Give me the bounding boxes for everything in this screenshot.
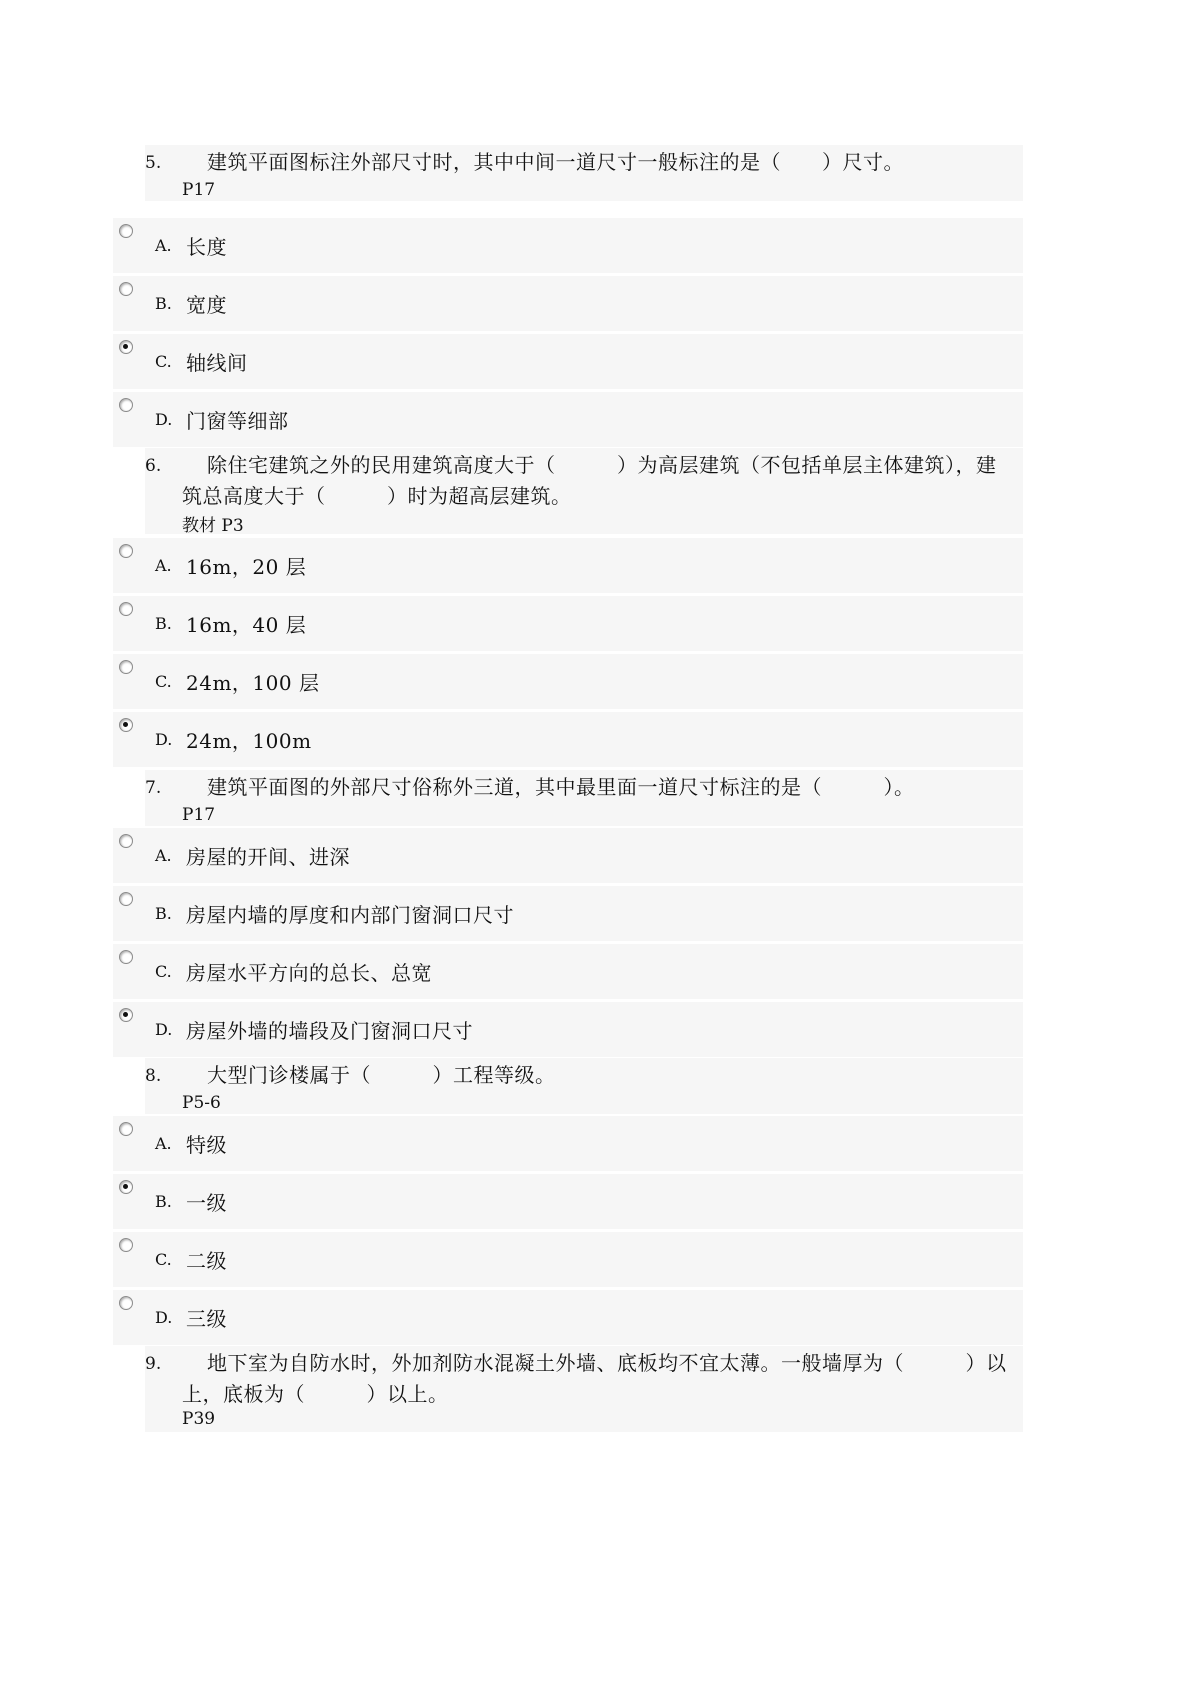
question-block	[145, 145, 1023, 201]
radio-icon[interactable]	[119, 602, 133, 616]
question-block	[145, 1346, 1023, 1432]
option-letter: C.	[155, 672, 172, 691]
question-text: 大型门诊楼属于（ ）工程等级。	[207, 1063, 556, 1087]
answer-option[interactable]	[113, 1002, 1023, 1057]
option-letter: D.	[155, 410, 173, 429]
option-text: 房屋外墙的墙段及门窗洞口尺寸	[186, 1019, 473, 1043]
option-text: 房屋的开间、进深	[186, 845, 350, 869]
radio-icon[interactable]	[119, 282, 133, 296]
answer-option[interactable]	[113, 1232, 1023, 1287]
question-block	[145, 1058, 1023, 1114]
option-text: 16m，40 层	[186, 613, 307, 637]
option-letter: C.	[155, 1250, 172, 1269]
answer-option[interactable]	[113, 1290, 1023, 1345]
question-reference: P17	[182, 805, 216, 825]
radio-icon[interactable]	[119, 834, 133, 848]
question-number: 6.	[145, 456, 162, 476]
question-block	[145, 448, 1023, 534]
answer-option[interactable]	[113, 944, 1023, 999]
question-number: 9.	[145, 1354, 162, 1374]
option-letter: A.	[155, 556, 172, 575]
option-text: 三级	[186, 1307, 227, 1331]
answer-option[interactable]	[113, 538, 1023, 593]
radio-selected-icon[interactable]	[119, 1180, 133, 1194]
radio-icon[interactable]	[119, 1296, 133, 1310]
question-text: 建筑平面图标注外部尺寸时，其中中间一道尺寸一般标注的是（ ）尺寸。	[207, 150, 904, 174]
question-number: 5.	[145, 153, 162, 173]
option-letter: D.	[155, 730, 173, 749]
option-letter: B.	[155, 614, 172, 633]
option-letter: C.	[155, 962, 172, 981]
question-text: 建筑平面图的外部尺寸俗称外三道，其中最里面一道尺寸标注的是（ ）。	[207, 775, 915, 799]
radio-icon[interactable]	[119, 224, 133, 238]
radio-icon[interactable]	[119, 544, 133, 558]
answer-option[interactable]	[113, 596, 1023, 651]
radio-icon[interactable]	[119, 950, 133, 964]
option-text: 房屋水平方向的总长、总宽	[186, 961, 432, 985]
answer-option[interactable]	[113, 392, 1023, 447]
option-text: 特级	[186, 1133, 227, 1157]
option-letter: B.	[155, 294, 172, 313]
option-letter: D.	[155, 1308, 173, 1327]
radio-selected-icon[interactable]	[119, 718, 133, 732]
option-letter: A.	[155, 1134, 172, 1153]
question-reference: 教材 P3	[182, 516, 244, 536]
question-text: 地下室为自防水时，外加剂防水混凝土外墙、底板均不宜太薄。一般墙厚为（ ）以上，底板为（ ）以上。	[182, 1351, 1007, 1406]
answer-option[interactable]	[113, 654, 1023, 709]
option-text: 24m，100m	[186, 729, 312, 753]
radio-icon[interactable]	[119, 398, 133, 412]
option-text: 轴线间	[186, 351, 248, 375]
radio-icon[interactable]	[119, 1122, 133, 1136]
option-letter: A.	[155, 236, 172, 255]
question-block	[145, 770, 1023, 826]
option-letter: B.	[155, 904, 172, 923]
answer-option[interactable]	[113, 276, 1023, 331]
option-text: 24m，100 层	[186, 671, 320, 695]
answer-option[interactable]	[113, 334, 1023, 389]
option-text: 门窗等细部	[186, 409, 289, 433]
radio-icon[interactable]	[119, 892, 133, 906]
question-reference: P17	[182, 180, 216, 200]
radio-selected-icon[interactable]	[119, 340, 133, 354]
option-text: 二级	[186, 1249, 227, 1273]
answer-option[interactable]	[113, 712, 1023, 767]
answer-option[interactable]	[113, 828, 1023, 883]
radio-icon[interactable]	[119, 660, 133, 674]
option-text: 房屋内墙的厚度和内部门窗洞口尺寸	[186, 903, 514, 927]
option-letter: A.	[155, 846, 172, 865]
answer-option[interactable]	[113, 886, 1023, 941]
option-letter: B.	[155, 1192, 172, 1211]
question-number: 8.	[145, 1066, 162, 1086]
answer-option[interactable]	[113, 1116, 1023, 1171]
question-reference: P39	[182, 1409, 216, 1429]
radio-selected-icon[interactable]	[119, 1008, 133, 1022]
radio-icon[interactable]	[119, 1238, 133, 1252]
question-number: 7.	[145, 778, 162, 798]
answer-option[interactable]	[113, 218, 1023, 273]
answer-option[interactable]	[113, 1174, 1023, 1229]
option-text: 16m，20 层	[186, 555, 307, 579]
option-text: 一级	[186, 1191, 227, 1215]
question-reference: P5-6	[182, 1093, 221, 1113]
option-text: 宽度	[186, 293, 227, 317]
question-text: 除住宅建筑之外的民用建筑高度大于（ ）为高层建筑（不包括单层主体建筑），建筑总高度大于（ ）时为超高层建筑。	[182, 453, 997, 508]
option-letter: D.	[155, 1020, 173, 1039]
option-text: 长度	[186, 235, 227, 259]
option-letter: C.	[155, 352, 172, 371]
